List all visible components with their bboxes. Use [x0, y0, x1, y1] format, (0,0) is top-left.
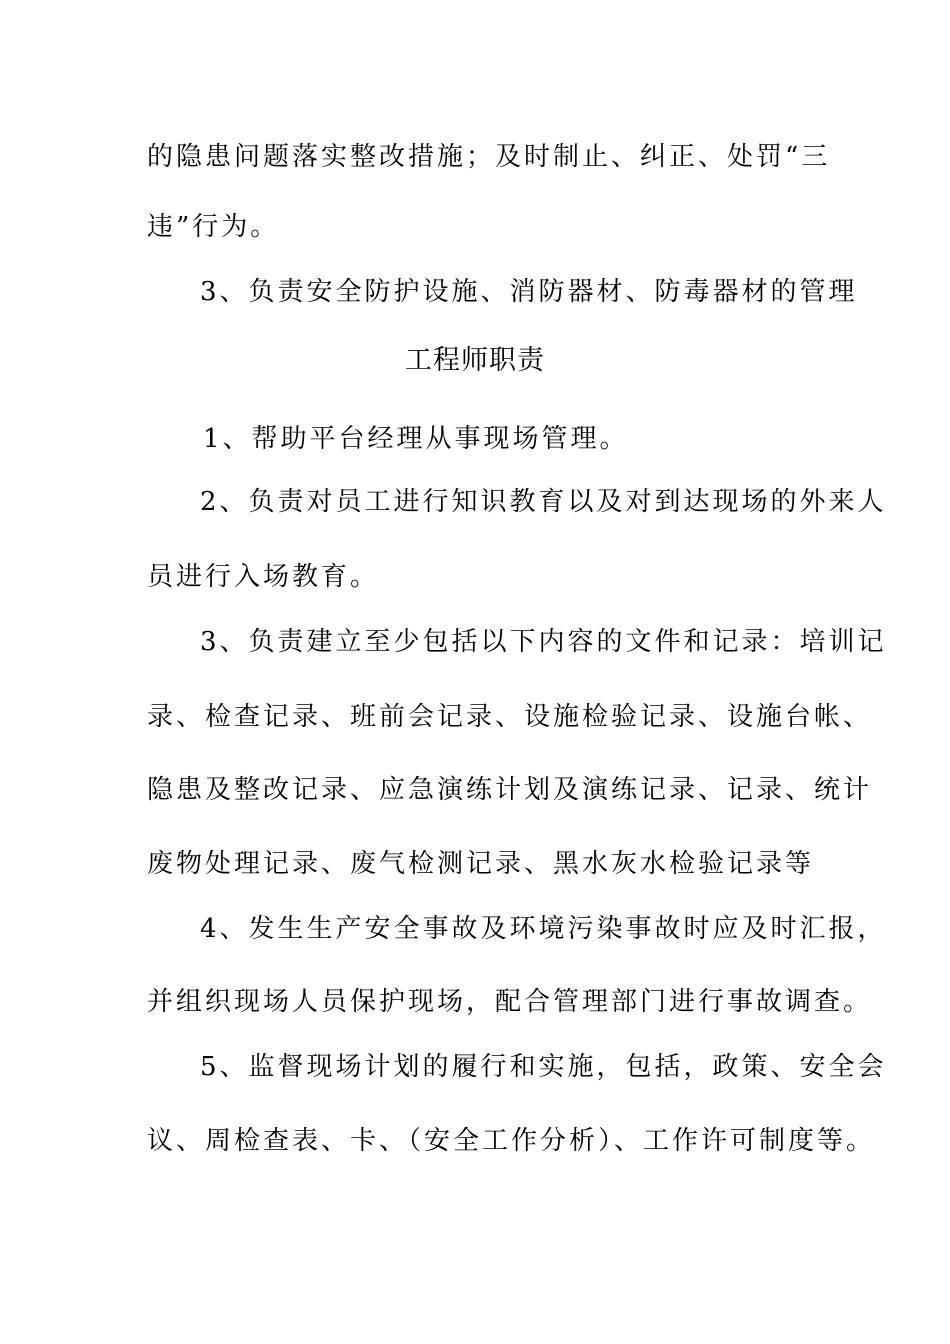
text-line: 议、周检查表、卡、（安全工作分析）、工作许可制度等。 — [147, 1126, 876, 1156]
text-line: 违”行为。 — [147, 212, 280, 242]
text-line: 废物处理记录、废气检测记录、黑水灰水检验记录等 — [147, 849, 815, 879]
text-line: 1、帮助平台经理从事现场管理。 — [203, 424, 629, 454]
text-line: 的隐患问题落实整改措施；及时制止、纠正、处罚“三 — [147, 142, 831, 172]
text-line: 并组织现场人员保护现场，配合管理部门进行事故调查。 — [147, 987, 873, 1017]
section-heading: 工程师职责 — [405, 345, 545, 376]
text-line: 3、负责建立至少包括以下内容的文件和记录：培训记 — [200, 627, 887, 657]
text-line: 3、负责安全防护设施、消防器材、防毒器材的管理 — [200, 277, 858, 307]
text-line: 2、负责对员工进行知识教育以及对到达现场的外来人 — [200, 487, 887, 517]
text-line: 5、监督现场计划的履行和实施，包括，政策、安全会 — [200, 1052, 887, 1082]
text-line: 员进行入场教育。 — [147, 562, 380, 592]
text-line: 录、检查记录、班前会记录、设施检验记录、设施台帐、 — [147, 702, 873, 732]
text-line: 4、发生生产安全事故及环境污染事故时应及时汇报， — [200, 914, 887, 944]
text-line: 隐患及整改记录、应急演练计划及演练记录、记录、统计 — [147, 775, 873, 805]
